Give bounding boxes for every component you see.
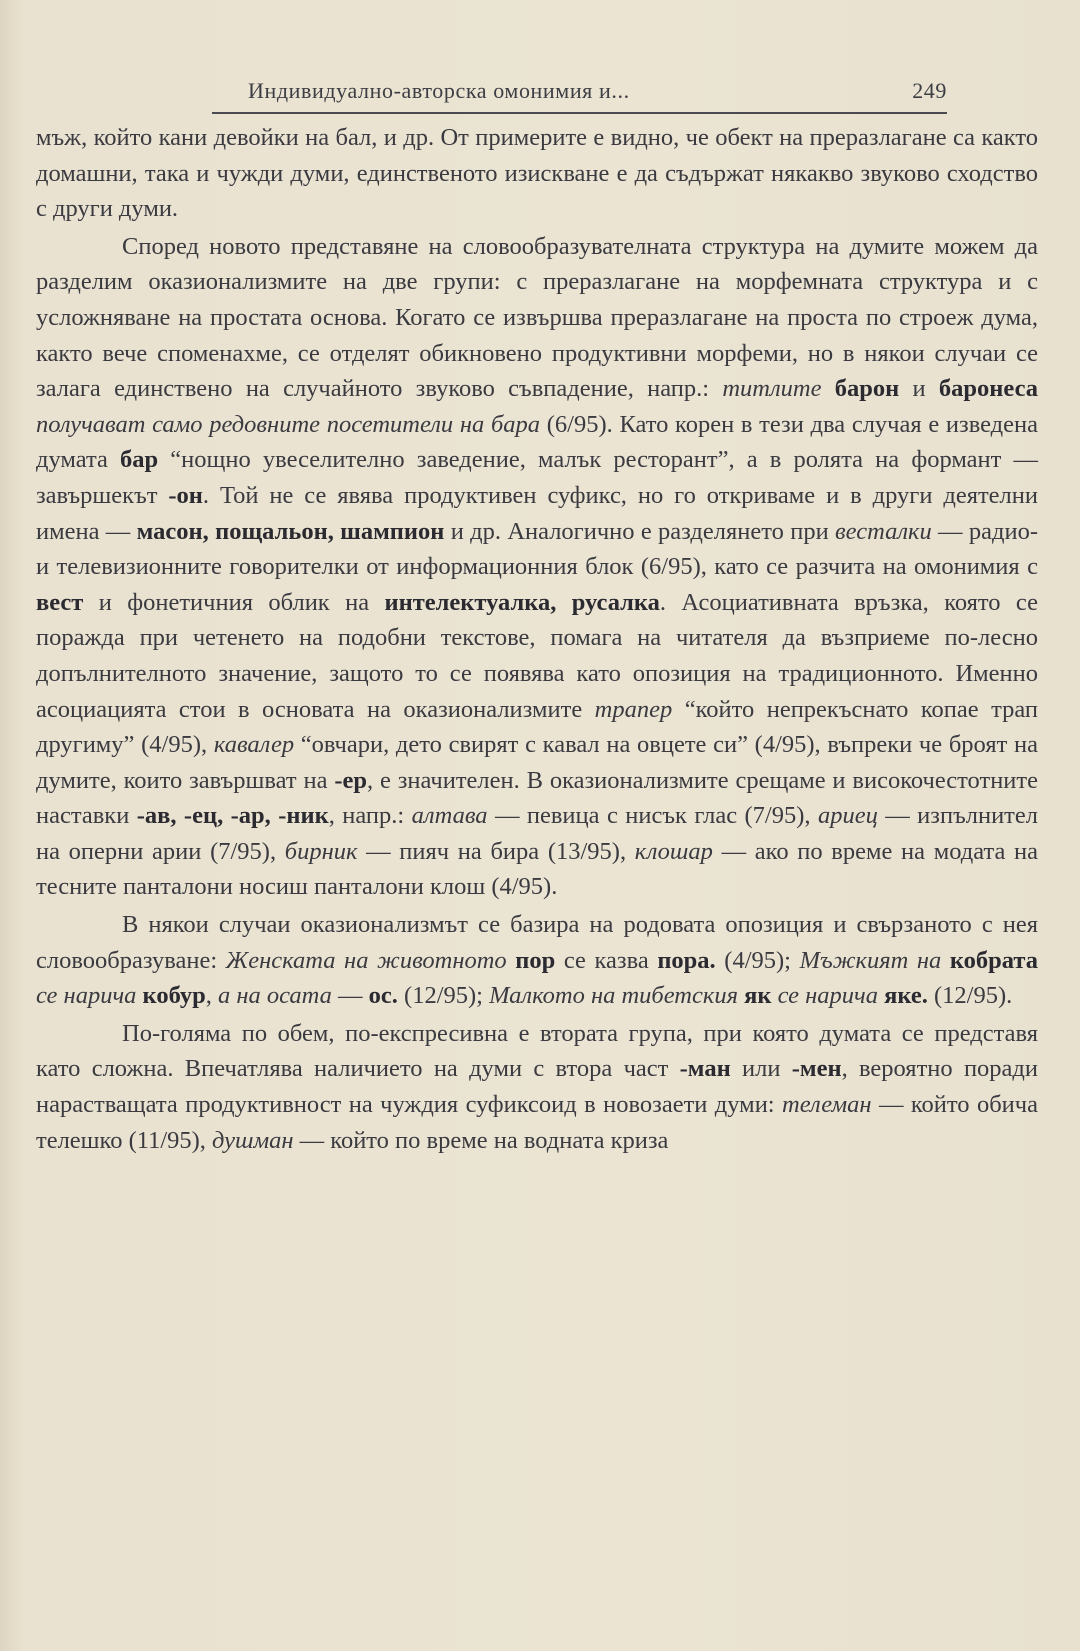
- italic-term: душман: [212, 1126, 294, 1154]
- text-run: , напр.:: [328, 802, 412, 830]
- italic-term: Женската на животното: [225, 946, 507, 974]
- text-run: — изпълнител на оперни арии (7/95),: [36, 802, 1038, 865]
- italic-term: получават само редовните посетители на бара: [36, 410, 541, 438]
- text-run: (6/95). Като корен в тези два случая е изведена думата: [36, 410, 1039, 474]
- italic-term: Мъжкият на: [799, 946, 942, 974]
- italic-term: трапер: [594, 695, 673, 723]
- text-run: . Асоциативната връзка, която се поражда при четенето на подобни текстове, помага на читателя да възприеме по-лесно допълнителното значение, защото то се появява като опозиция на традиционното. Именно асоциацията стои в основата на оказионализмите: [36, 588, 1038, 723]
- bold-term: -мен: [791, 1055, 842, 1083]
- text-run: — пияч на бира (13/95),: [357, 837, 635, 865]
- text-run: и др. Аналогично е разделянето при: [444, 517, 836, 545]
- page-number: 249: [912, 78, 947, 103]
- paragraph: [36, 229, 1038, 905]
- text-run: или: [730, 1055, 792, 1083]
- bold-term: як: [744, 982, 772, 1010]
- bold-term: вест: [36, 588, 84, 616]
- paragraph: [36, 907, 1038, 1014]
- text-run: — радио- и телевизионните говорителки от информационния блок (6/95), като се разчита на омонимия с: [36, 517, 1038, 581]
- text-run: ,: [205, 982, 219, 1010]
- text-run: , е значителен. В оказионализмите срещаме и високочестотните наставки: [36, 766, 1038, 830]
- book-page: [36, 0, 1046, 1651]
- bold-term: -он: [168, 481, 203, 509]
- italic-term: телеман: [782, 1091, 872, 1119]
- bold-term: пор: [515, 946, 556, 974]
- italic-term: кавалер: [213, 731, 295, 759]
- bold-term: кобрата: [949, 946, 1038, 974]
- text-run: “овчари, дето свирят с кавал на овцете си” (4/95), въпреки че броят на думите, които завършват на: [36, 731, 1038, 794]
- text-run: По-голяма по обем, по-експресивна е втората група, при която думата се представя като сложна. Впечатлява наличието на думи с втора част: [36, 1019, 1038, 1083]
- text-run: Според новото представяне на словообразувателната структура на думите можем да разделим оказионализмите на две групи: с преразлагане на морфемната структура и с усложняване на простата основа. Когато се извършва преразлагане на проста по строеж дума, както вече споменахме, се отделят обикновено продуктивни морфеми, но в някои случаи се залага единствено на случайното звуково съвпадение, напр.:: [36, 232, 1038, 403]
- bold-term: -ман: [679, 1055, 731, 1083]
- text-run: [507, 947, 516, 974]
- text-run: — който по време на водната криза: [293, 1126, 669, 1154]
- italic-term: се нарича: [777, 982, 878, 1010]
- text-run: “който непрекъснато копае трап другиму” (4/95),: [36, 695, 1038, 759]
- text-run: и: [899, 375, 939, 403]
- running-header: [212, 74, 947, 114]
- text-run: . Той не се явява продуктивен суфикс, но го откриваме и в други деятелни имена —: [36, 481, 1039, 545]
- bold-term: яке.: [884, 982, 928, 1010]
- text-run: [821, 375, 834, 402]
- text-run: —: [331, 982, 369, 1010]
- text-run: — който обича телешко (11/95),: [36, 1091, 1038, 1154]
- text-run: (12/95).: [927, 982, 1013, 1010]
- italic-term: клошар: [634, 837, 713, 865]
- text-run: и фонетичния облик на: [83, 588, 385, 616]
- italic-term: Малкото на тибетския: [489, 982, 738, 1010]
- text-run: (12/95);: [397, 982, 490, 1010]
- body-text: [36, 120, 1038, 1158]
- italic-term: а на осата: [218, 982, 332, 1010]
- text-run: (4/95);: [715, 946, 800, 974]
- text-run: се казва: [555, 946, 658, 974]
- text-run: — певица с нисък глас (7/95),: [487, 802, 818, 830]
- italic-term: ариец: [817, 802, 878, 830]
- italic-term: се нарича: [36, 982, 137, 1010]
- text-run: , вероятно поради нарастващата продуктивност на чуждия суфиксоид в новозаети думи:: [36, 1055, 1039, 1119]
- text-run: мъж, който кани девойки на бал, и др. От примерите е видно, че обект на преразлагане са както домашни, така и чужди думи, единственото изискване е да съдържат някакво звуково сходство с други думи.: [36, 124, 1038, 223]
- text-run: [941, 947, 950, 974]
- italic-term: весталки: [835, 517, 932, 545]
- bold-term: кобур: [142, 982, 206, 1010]
- text-run: В някои случаи оказионализмът се базира на родовата опозиция и свързаното с нея словообразуване:: [36, 911, 1038, 974]
- text-run: — ако по време на модата на тесните панталони носиш панталони клош (4/95).: [36, 837, 1038, 901]
- bold-term: баронеса: [938, 375, 1038, 403]
- bold-term: -ав, -ец, -ар, -ник: [136, 802, 329, 830]
- italic-term: бирник: [284, 837, 358, 865]
- bold-term: пора.: [657, 946, 716, 974]
- running-title: Индивидуално-авторска омонимия и...: [248, 78, 630, 103]
- bold-term: барон: [834, 375, 900, 403]
- italic-term: титлите: [722, 375, 822, 403]
- bold-term: -ер: [334, 766, 367, 794]
- bold-term: масон, пощальон, шампион: [136, 517, 445, 545]
- bold-term: бар: [120, 446, 159, 474]
- text-run: “нощно увеселително заведение, малък ресторант”, а в ролята на формант — завършекът: [36, 446, 1039, 509]
- bold-term: интелектуалка, русалка: [384, 588, 660, 616]
- bold-term: ос.: [368, 982, 398, 1010]
- italic-term: алтава: [411, 802, 488, 830]
- paragraph: [36, 120, 1038, 227]
- paragraph: [36, 1016, 1038, 1158]
